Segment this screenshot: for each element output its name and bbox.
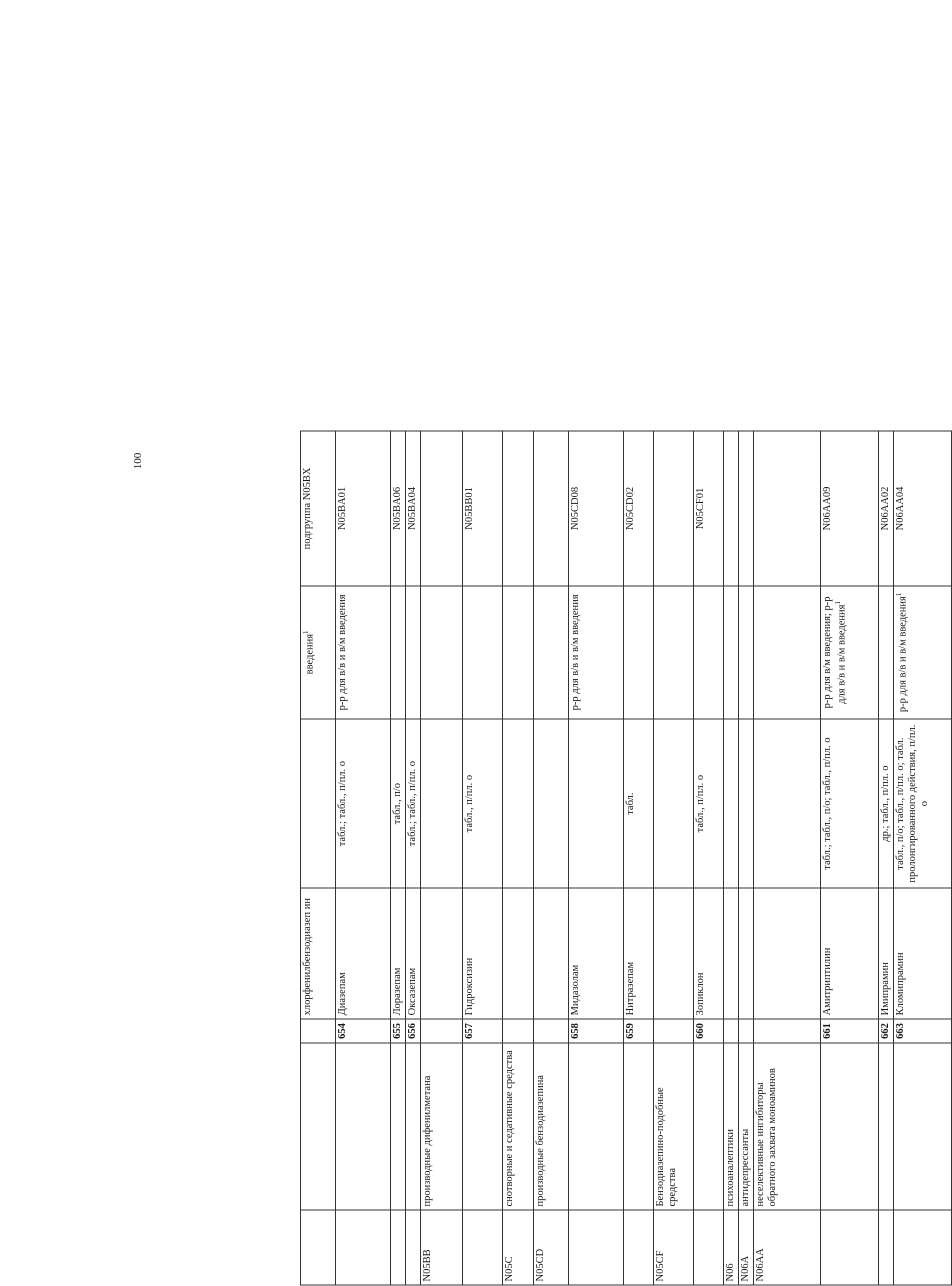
atc-group-code-cell: N06A (739, 1210, 754, 1285)
drug-name-cell: Нитразепам (624, 888, 654, 1019)
group-name-cell: снотворные и седативные средства (503, 1043, 534, 1210)
header-group-cell (301, 1043, 336, 1210)
table-row (739, 431, 754, 1285)
route-text: р-р для в/в и в/м введения (570, 594, 582, 711)
row-number-cell: 659 (624, 1019, 654, 1043)
table-row (569, 431, 624, 1285)
header-name-cell: хлорфенилбензодиазеп ин (301, 888, 336, 1019)
atc-group-code-cell: N05CF (654, 1210, 694, 1285)
route-cell (879, 586, 894, 719)
atc-code-cell: N05CF01 (694, 431, 724, 586)
group-name-cell (624, 1043, 654, 1210)
row-number-cell: 663 (894, 1019, 952, 1043)
table-row (391, 431, 406, 1285)
route-cell (463, 586, 503, 719)
header-route-sup: 1 (302, 630, 310, 634)
table-row (503, 431, 534, 1285)
atc-group-code-cell (569, 1210, 624, 1285)
page-number: 100 (132, 452, 144, 470)
row-number-cell: 660 (694, 1019, 724, 1043)
dosage-form-cell (569, 719, 624, 888)
atc-code-cell: N05BA06 (391, 431, 406, 586)
table-row (336, 431, 391, 1285)
dosage-form-cell (534, 719, 569, 888)
atc-code-cell (421, 431, 463, 586)
dosage-form-cell: табл., п/пл. о (694, 719, 724, 888)
drug-name-cell: Зопиклон (694, 888, 724, 1019)
atc-code-cell: N05BA01 (336, 431, 391, 586)
route-cell (391, 586, 406, 719)
atc-group-code-cell (336, 1210, 391, 1285)
dosage-form-cell (739, 719, 754, 888)
drug-name-cell: Кломипрамин (894, 888, 952, 1019)
group-name-cell (336, 1043, 391, 1210)
row-number-cell (754, 1019, 821, 1043)
atc-code-cell (503, 431, 534, 586)
table-row (821, 431, 879, 1285)
atc-code-cell: N05CD08 (569, 431, 624, 586)
route-text: р-р для в/м введения; р-р для в/в и в/м введения (822, 596, 848, 709)
header-route-text: введения (304, 633, 316, 675)
atc-group-code-cell (624, 1210, 654, 1285)
row-number-cell: 656 (406, 1019, 421, 1043)
row-number-cell: 658 (569, 1019, 624, 1043)
route-cell (624, 586, 654, 719)
atc-code-cell: N06AA02 (879, 431, 894, 586)
drug-name-cell (503, 888, 534, 1019)
drug-name-cell: Диазепам (336, 888, 391, 1019)
group-name-cell: психоаналептики (724, 1043, 739, 1210)
route-text: р-р для в/в и в/м введения (337, 594, 348, 711)
header-form-cell (301, 719, 336, 888)
table-row (421, 431, 463, 1285)
group-name-cell: производные дифенилметана (421, 1043, 463, 1210)
table-row (754, 431, 821, 1285)
drug-name-cell: Гидроксизин (463, 888, 503, 1019)
atc-code-cell: N06AA09 (821, 431, 879, 586)
dosage-form-cell: табл., п/о; табл., п/пл. о; табл. пролонгированного действия, п/пл. о (894, 719, 952, 888)
header-atc-cell: подгруппа N05BX (301, 431, 336, 586)
route-cell (503, 586, 534, 719)
drug-name-cell (754, 888, 821, 1019)
drug-name-cell: Лоразепам (391, 888, 406, 1019)
atc-group-code-cell (694, 1210, 724, 1285)
drug-name-cell (421, 888, 463, 1019)
table-row (879, 431, 894, 1285)
drug-name-cell: Мидазолам (569, 888, 624, 1019)
dosage-form-cell (754, 719, 821, 888)
dosage-form-cell: табл.; табл., п/пл. о (406, 719, 421, 888)
drug-name-cell: Амитриптилин (821, 888, 879, 1019)
row-number-cell: 657 (463, 1019, 503, 1043)
drug-name-cell: Имипрамин (879, 888, 894, 1019)
dosage-form-cell (724, 719, 739, 888)
route-cell (336, 586, 391, 719)
route-text: р-р для в/в и в/м введения (897, 596, 909, 713)
row-number-cell: 661 (821, 1019, 879, 1043)
atc-group-code-cell (406, 1210, 421, 1285)
atc-code-cell: N06AA04 (894, 431, 952, 586)
atc-code-cell: N05CD02 (624, 431, 654, 586)
row-number-cell (739, 1019, 754, 1043)
row-number-cell: 655 (391, 1019, 406, 1043)
atc-group-code-cell: N05CD (534, 1210, 569, 1285)
dosage-form-cell (503, 719, 534, 888)
atc-code-cell (739, 431, 754, 586)
row-number-cell: 662 (879, 1019, 894, 1043)
route-cell (534, 586, 569, 719)
table-row (624, 431, 654, 1285)
atc-group-code-cell (821, 1210, 879, 1285)
drug-registry-table (300, 431, 952, 1286)
atc-code-cell: N05BB01 (463, 431, 503, 586)
atc-group-code-cell (894, 1210, 952, 1285)
drug-name-cell (739, 888, 754, 1019)
atc-code-cell (754, 431, 821, 586)
route-cell (724, 586, 739, 719)
drug-name-cell (724, 888, 739, 1019)
route-cell (821, 586, 879, 719)
group-name-cell (406, 1043, 421, 1210)
group-name-cell: неселективные ингибиторы обратного захвата моноаминов (754, 1043, 821, 1210)
header-route-cell (301, 586, 336, 719)
group-name-cell (879, 1043, 894, 1210)
dosage-form-cell: табл.; табл., п/о; табл., п/пл. о (821, 719, 879, 888)
table-row (894, 431, 952, 1285)
route-cell (754, 586, 821, 719)
route-cell (694, 586, 724, 719)
row-number-cell (534, 1019, 569, 1043)
group-name-cell (894, 1043, 952, 1210)
dosage-form-cell: табл., п/пл. о (463, 719, 503, 888)
atc-group-code-cell (391, 1210, 406, 1285)
atc-group-code-cell: N06 (724, 1210, 739, 1285)
atc-group-code-cell: N06AA (754, 1210, 821, 1285)
group-name-cell (463, 1043, 503, 1210)
dosage-form-cell (421, 719, 463, 888)
atc-group-code-cell (463, 1210, 503, 1285)
group-name-cell: производные бензодиазепина (534, 1043, 569, 1210)
drug-name-cell (534, 888, 569, 1019)
route-footnote-mark: 1 (834, 601, 843, 605)
dosage-form-cell: др.; табл., п/пл. о (879, 719, 894, 888)
table-row (654, 431, 694, 1285)
group-name-cell (694, 1043, 724, 1210)
dosage-form-cell (654, 719, 694, 888)
group-name-cell (569, 1043, 624, 1210)
group-name-cell: антидепрессанты (739, 1043, 754, 1210)
dosage-form-cell: табл. (624, 719, 654, 888)
drug-name-cell (654, 888, 694, 1019)
route-cell (421, 586, 463, 719)
atc-group-code-cell (879, 1210, 894, 1285)
route-cell (654, 586, 694, 719)
atc-group-code-cell: N05C (503, 1210, 534, 1285)
table-row (724, 431, 739, 1285)
row-number-cell (503, 1019, 534, 1043)
row-number-cell: 654 (336, 1019, 391, 1043)
route-cell (569, 586, 624, 719)
drug-name-cell: Оксазепам (406, 888, 421, 1019)
row-number-cell (724, 1019, 739, 1043)
header-code-cell (301, 1210, 336, 1285)
atc-code-cell: N05BA04 (406, 431, 421, 586)
table-row (534, 431, 569, 1285)
group-name-cell: Бензодиазепино-подобные средства (654, 1043, 694, 1210)
route-cell (739, 586, 754, 719)
header-num-cell (301, 1019, 336, 1043)
group-name-cell (821, 1043, 879, 1210)
table-row (694, 431, 724, 1285)
route-cell (406, 586, 421, 719)
atc-code-cell (654, 431, 694, 586)
row-number-cell (654, 1019, 694, 1043)
route-cell (894, 586, 952, 719)
route-footnote-mark: 1 (895, 592, 904, 597)
atc-group-code-cell: N05BB (421, 1210, 463, 1285)
table-row (406, 431, 421, 1285)
dosage-form-cell: табл.; табл., п/пл. о (336, 719, 391, 888)
row-number-cell (421, 1019, 463, 1043)
atc-code-cell (534, 431, 569, 586)
group-name-cell (391, 1043, 406, 1210)
dosage-form-cell: табл., п/о (391, 719, 406, 888)
table-header-row (301, 431, 336, 1285)
atc-code-cell (724, 431, 739, 586)
table-row (463, 431, 503, 1285)
